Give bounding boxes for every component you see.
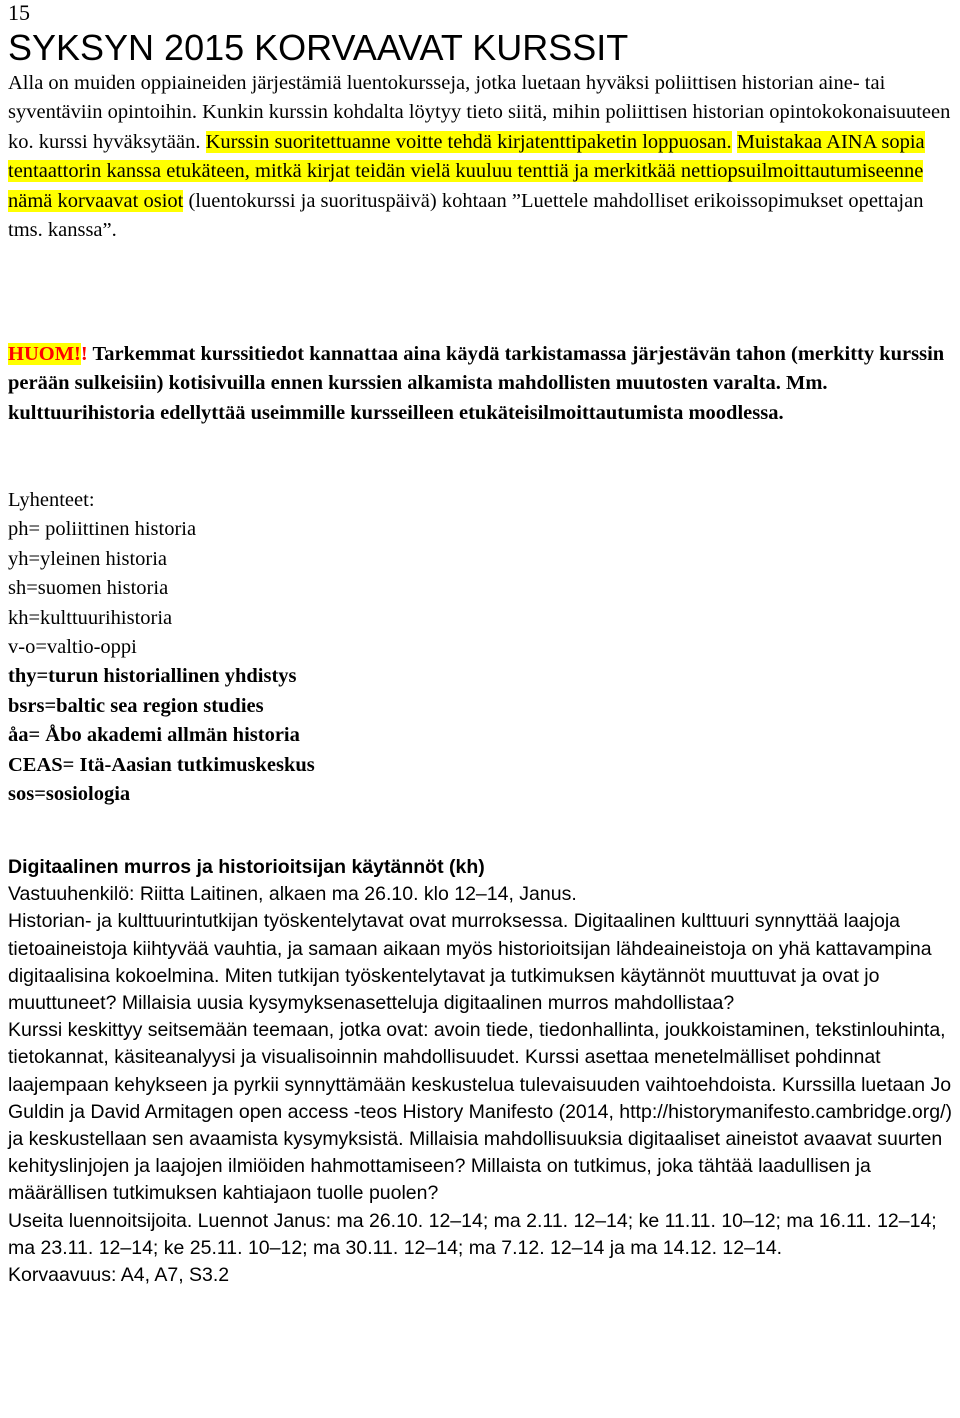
- abbreviations-block: [8, 486, 958, 809]
- abbreviation-item: åa= Åbo akademi allmän historia: [8, 724, 300, 747]
- intro-text-3: (luentokurssi ja suorituspäivä) kohtaan ”Luettele mahdolliset erikoissopimukset opettajan tms. kanssa”.: [8, 189, 924, 242]
- course-section: [8, 854, 958, 1289]
- notice-label-tail: !: [80, 343, 88, 365]
- course-responsible: Vastuuhenkilö: Riitta Laitinen, alkaen ma 26.10. klo 12–14, Janus.: [8, 883, 577, 906]
- abbreviation-item: thy=turun historiallinen yhdistys: [8, 665, 297, 688]
- notice-label: HUOM!: [8, 343, 81, 365]
- course-schedule: Useita luennoitsijoita. Luennot Janus: ma 26.10. 12–14; ma 2.11. 12–14; ke 11.11. 10–12; ma 16.11. 12–14; ma 23.11. 12–14; ke 25.11. 10–12; ma 30.11. 12–14; ma 7.12. 12–14 ja ma 14.12. 12–14.: [8, 1209, 937, 1259]
- course-description: Historian- ja kulttuurintutkijan työskentelytavat ovat murroksessa. Digitaalinen kulttuuri synnyttää laajoja tietoaineistoja kiihtyvää vauhtia, ja samaan aikaan myös historioitsijan lähdeaineistoja on yhä kattavampina digitaalisina kokoelmina. Miten tutkijan työskentelytavat ja tutkimuksen käytännöt muuttuvat ja ovat jo muuttuneet? Millaisia uusia kysymyksenasetteluja digitaalinen murros mahdollistaa?: [8, 910, 932, 1015]
- page-number: 15: [8, 0, 30, 25]
- intro-highlight-1: Kurssin suoritettuanne voitte tehdä kirjatenttipaketin loppuosan.: [205, 130, 732, 153]
- page-title: SYKSYN 2015 KORVAAVAT KURSSIT: [8, 27, 629, 68]
- course-replaces: Korvaavuus: A4, A7, S3.2: [8, 1264, 230, 1287]
- abbreviation-item: sh=suomen historia: [8, 577, 169, 600]
- abbreviation-item: kh=kulttuurihistoria: [8, 606, 173, 629]
- abbreviation-item: sos=sosiologia: [8, 783, 131, 806]
- course-title: Digitaalinen murros ja historioitsijan käytännöt (kh): [8, 856, 485, 878]
- notice-text: Tarkemmat kurssitiedot kannattaa aina käydä tarkistamassa järjestävän tahon (merkitty kurssin perään sulkeisiin) kotisivuilla ennen kurssien alkamista mahdollisten muutosten varalta. Mm. kulttuurihistoria edellyttää useimmille kursseilleen etukäteisilmoittautumista moodlessa.: [8, 343, 945, 424]
- abbreviation-item: bsrs=baltic sea region studies: [8, 694, 264, 717]
- intro-highlight-2: Muistakaa AINA sopia tentaattorin kanssa etukäteen, mitkä kirjat teidän vielä kuuluu tenttiä ja merkitkää nettiopsuilmoittautumiseenne nämä korvaavat osiot: [8, 130, 925, 212]
- abbreviation-item: CEAS= Itä-Aasian tutkimuskeskus: [8, 753, 315, 776]
- intro-text-1: Alla on muiden oppiaineiden järjestämiä luentokursseja, jotka luetaan hyväksi poliittisen historian aine- tai syventäviin opintoihin. Kunkin kurssin kohdalta löytyy tieto siitä, mihin poliittisen historian opintokokonaisuuteen ko. kurssi hyväksytään.: [8, 72, 951, 153]
- intro-text-2: [732, 131, 737, 153]
- abbreviation-item: ph= poliittinen historia: [8, 518, 197, 541]
- course-themes: Kurssi keskittyy seitsemään teemaan, jotka ovat: avoin tiede, tiedonhallinta, joukkoistaminen, tekstinlouhinta, tietokannat, käsiteanalyysi ja visualisoinnin mahdollisuudet. Kurssi asettaa menetelmälliset pohdinnat laajempaan kehykseen ja pyrkii synnyttämään keskustelua tulevaisuuden vaihtoehdoista. Kurssilla luetaan Jo Guldin ja David Armitagen open access -teos History Manifesto (2014, http://historymanifesto.cambridge.org/) ja keskustellaan sen avaamista kysymyksistä. Millaisia mahdollisuuksia digitaaliset aineistot avaavat suurten kehityslinjojen ja laajojen ilmiöiden hahmottamiseen? Millaista on tutkimus, joka tähtää laadullisen ja määrällisen tutkimuksen kahtiajaon tuolle puolen?: [8, 1019, 953, 1205]
- intro-paragraph: [8, 69, 958, 245]
- abbreviations-heading: Lyhenteet:: [8, 489, 95, 511]
- abbreviation-item: v-o=valtio-oppi: [8, 636, 137, 659]
- abbreviation-item: yh=yleinen historia: [8, 547, 168, 570]
- notice-paragraph: [8, 340, 958, 428]
